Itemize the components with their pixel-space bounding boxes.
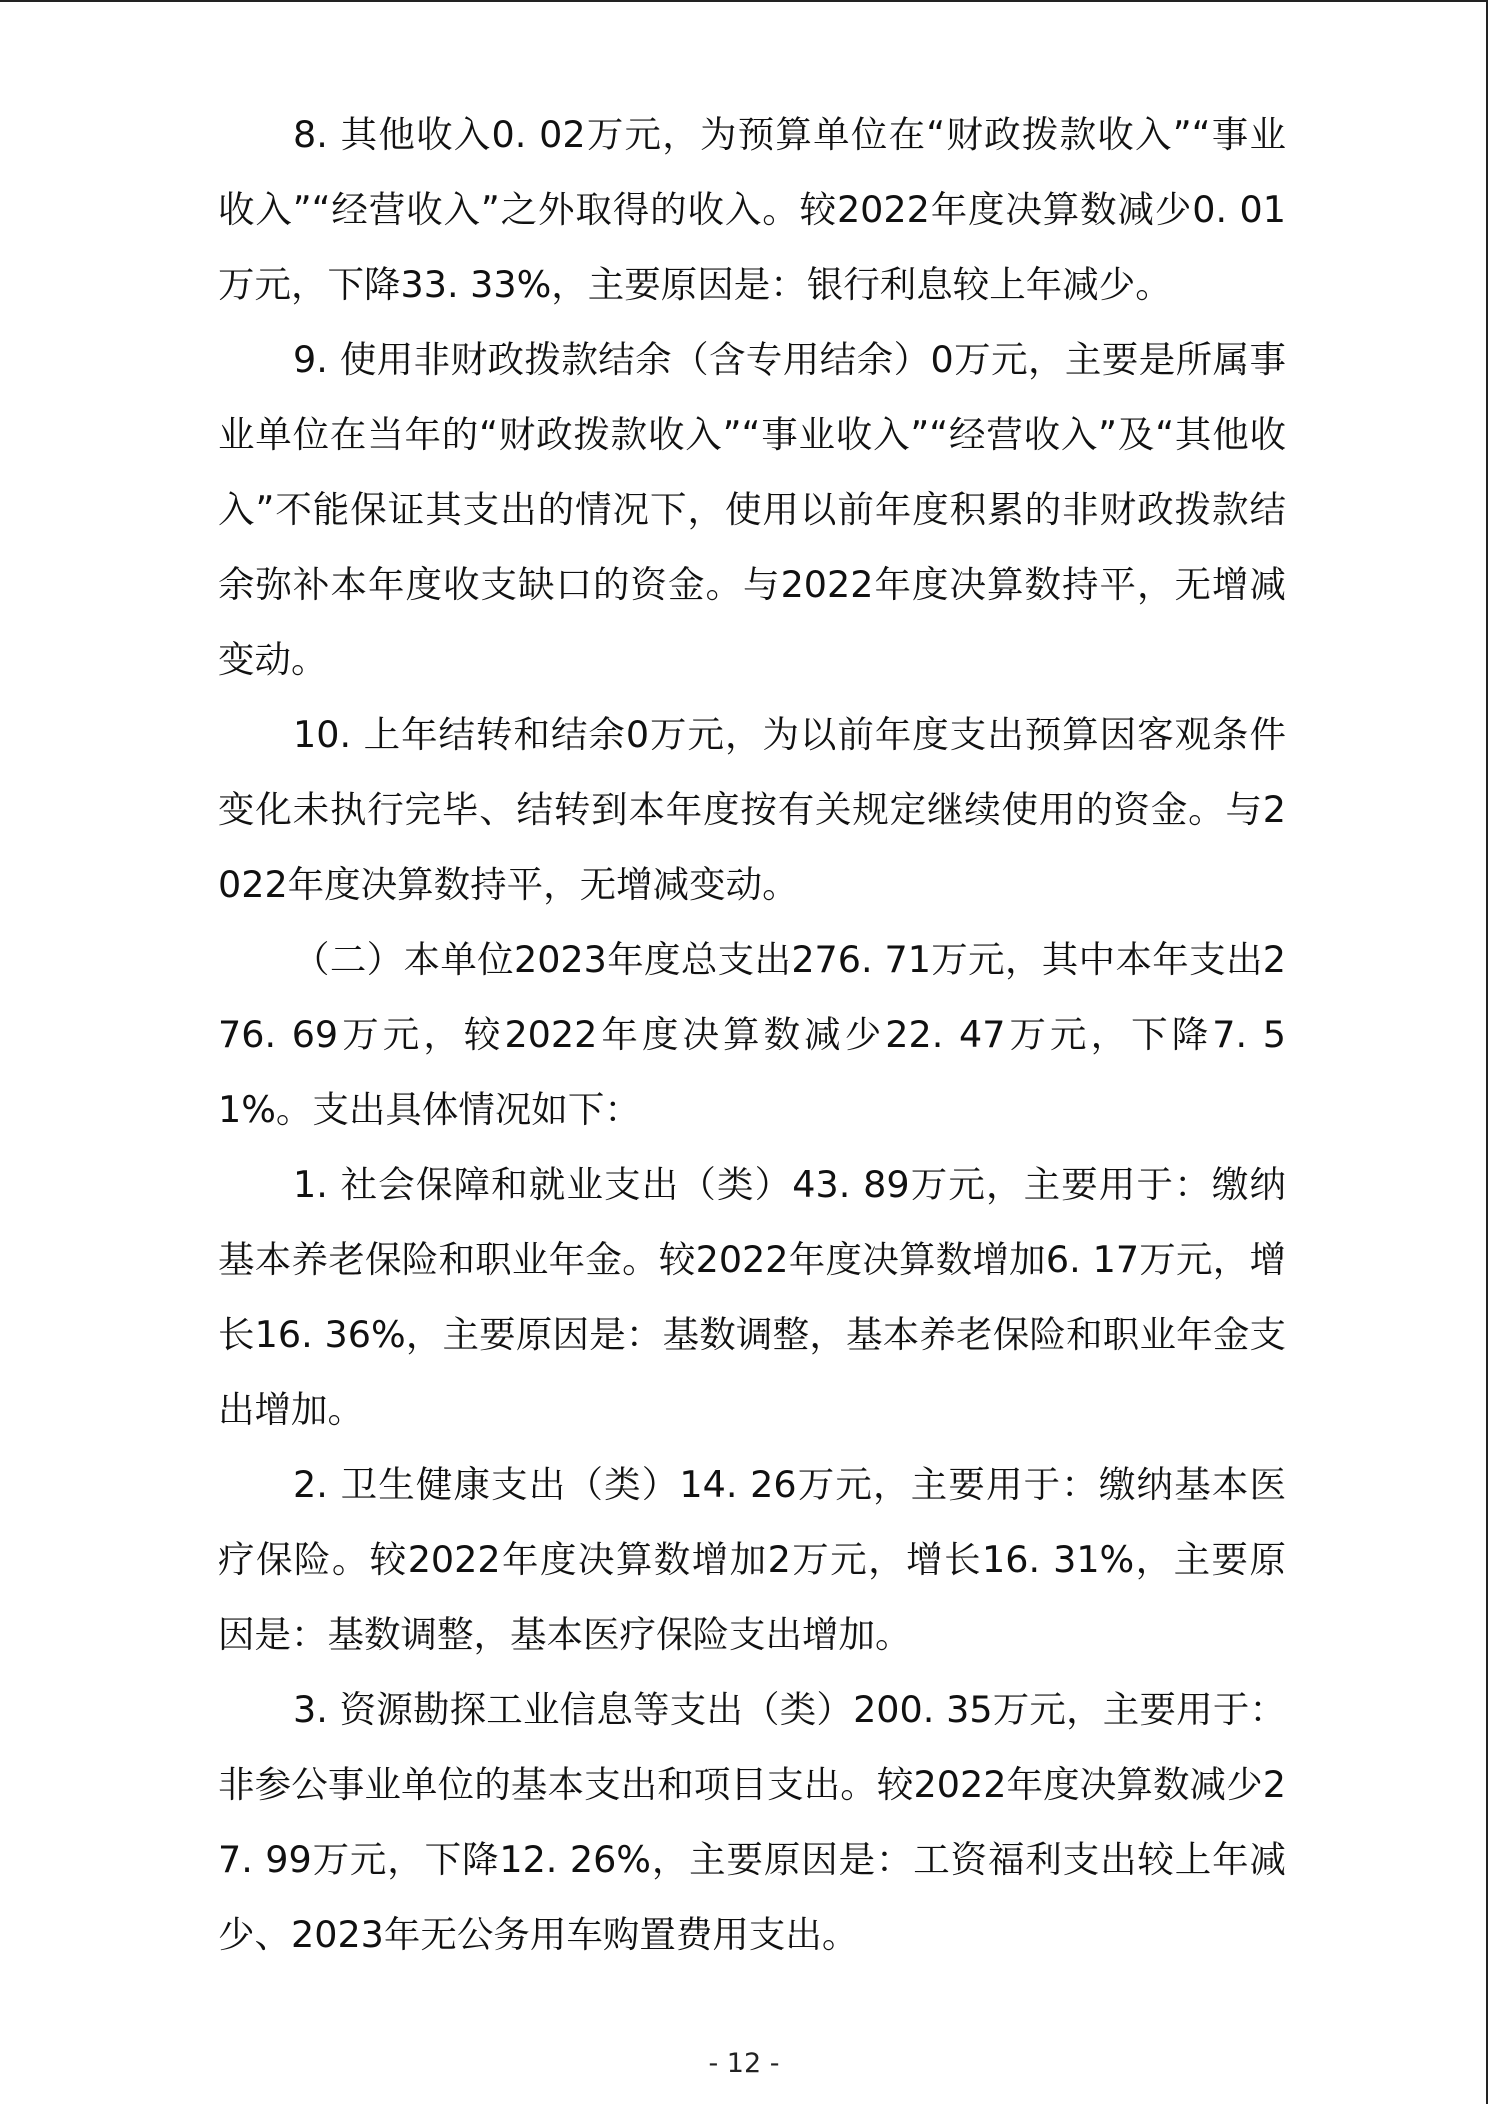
paragraph-total-expenditure: （二）本单位2023年度总支出276. 71万元，其中本年支出276. 69万元，较2022年度决算数减少22. 47万元，下降7. 51%。支出具体情况如下： — [218, 938, 1286, 1131]
paragraph-social-security: 1. 社会保障和就业支出（类）43. 89万元，主要用于：缴纳基本养老保险和职业年金。较2022年度决算数增加6. 17万元，增长16. 36%，主要原因是：基数调整，基本养老保险和职业年金支出增加。 — [218, 1163, 1286, 1431]
paragraph-resources: 3. 资源勘探工业信息等支出（类）200. 35万元，主要用于：非参公事业单位的基本支出和项目支出。较2022年度决算数减少27. 99万元，下降12. 26%，主要原因是：工资福利支出较上年减少、2023年无公务用车购置费用支出。 — [218, 1688, 1286, 1956]
paragraph-other-income: 8. 其他收入0. 02万元，为预算单位在“财政拨款收入”“事业收入”“经营收入”之外取得的收入。较2022年度决算数减少0. 01万元，下降33. 33%，主要原因是：银行利息较上年减少。 — [218, 113, 1286, 306]
paragraph-non-fiscal-surplus: 9. 使用非财政拨款结余（含专用结余）0万元，主要是所属事业单位在当年的“财政拨款收入”“事业收入”“经营收入”及“其他收入”不能保证其支出的情况下，使用以前年度积累的非财政拨款结余弥补本年度收支缺口的资金。与2022年度决算数持平，无增减变动。 — [218, 338, 1286, 681]
paragraph-health: 2. 卫生健康支出（类）14. 26万元，主要用于：缴纳基本医疗保险。较2022年度决算数增加2万元，增长16. 31%，主要原因是：基数调整，基本医疗保险支出增加。 — [218, 1463, 1286, 1656]
document-body — [218, 97, 1286, 1972]
paragraph-carryover: 10. 上年结转和结余0万元，为以前年度支出预算因客观条件变化未执行完毕、结转到本年度按有关规定继续使用的资金。与2022年度决算数持平，无增减变动。 — [218, 713, 1286, 906]
page-number: - 12 - — [708, 2048, 780, 2079]
